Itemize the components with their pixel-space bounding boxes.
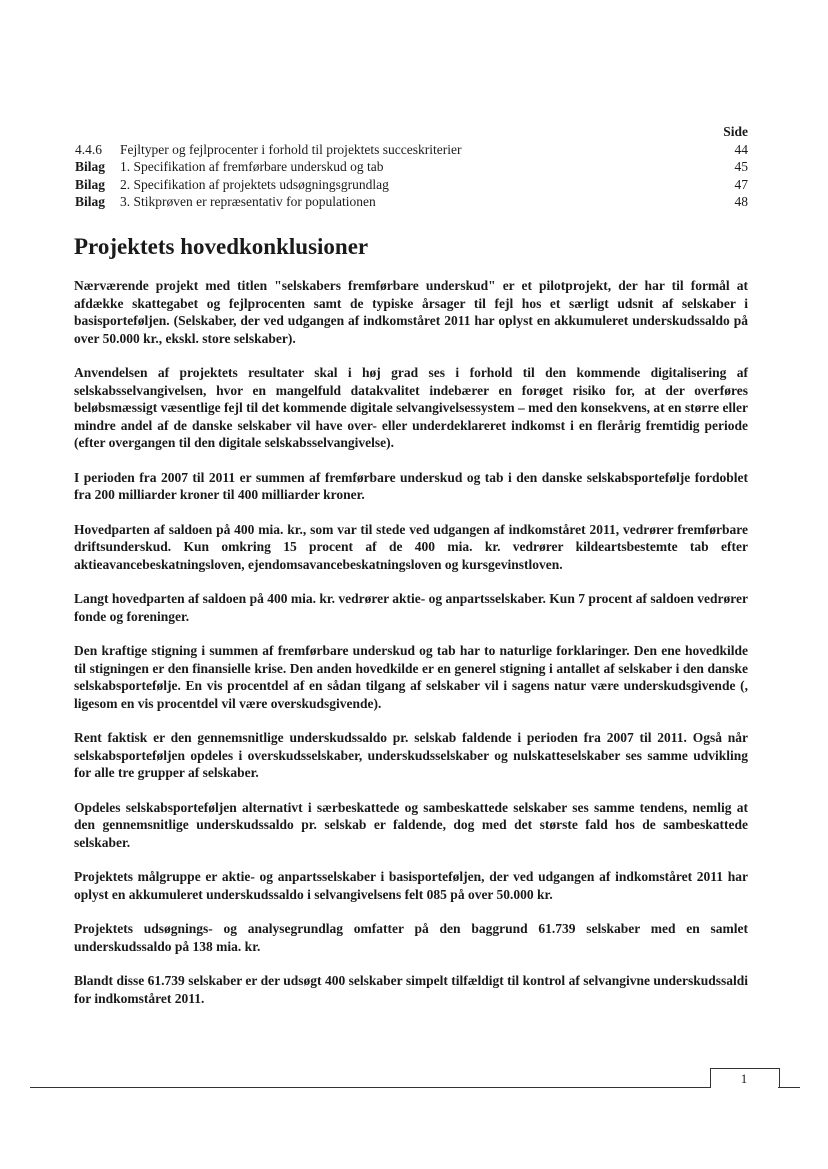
paragraph: Nærværende projekt med titlen "selskabers fremførbare underskud" er et pilotprojekt, der har til formål at afdække skattegabet og fejlprocenten samt de typiske årsager til fejl hos et særligt udsnit af selskaber i basisporteføljen. (Selskaber, der ved udgangen af indkomståret 2011 har oplyst en akkumuleret underskudssaldo på over 50.000 kr., ekskl. store selskaber). xyxy=(74,278,748,346)
paragraph: I perioden fra 2007 til 2011 er summen af fremførbare underskud og tab i den danske selskabsportefølje fordoblet fra 200 milliarder kroner til 400 milliarder kroner. xyxy=(74,469,748,502)
paragraph: Opdeles selskabsporteføljen alternativt i særbeskattede og sambeskattede selskaber ses samme tendens, nemlig at den gennemsnitlige underskudssaldo pr. selskab er faldende, dog med det største fald hos de sambeskattede selskaber. xyxy=(74,799,748,850)
paragraph: Blandt disse 61.739 selskaber er der udsøgt 400 selskaber simpelt tilfældigt til kontrol af selvangivne underskudssaldi for indkomståret 2011. xyxy=(74,973,748,1006)
toc-entry-title: 3. Stikprøven er repræsentativ for populationen xyxy=(120,194,376,209)
toc-entry-number: 4.4.6 xyxy=(75,141,102,157)
toc-entry[interactable] xyxy=(75,193,748,211)
paragraph: Rent faktisk er den gennemsnitlige underskudssaldo pr. selskab faldende i perioden fra 2007 til 2011. Også når selskabsporteføljen opdeles i overskudsselskaber, underskudsselskaber og nulskatteselskaber ses samme udvikling for alle tre grupper af selskaber. xyxy=(74,730,748,780)
paragraph: Projektets udsøgnings- og analysegrundlag omfatter på den baggrund 61.739 selskaber med en samlet underskudssaldo på 138 mia. kr. xyxy=(74,921,748,954)
paragraph: Den kraftige stigning i summen af fremførbare underskud og tab har to naturlige forklaringer. Den ene hovedkilde til stigningen er den finansielle krise. Den anden hovedkilde er en generel stigning i antallet af selskaber i den danske selskabsportefølje. En vis procentdel af en sådan tilgang af selskaber vil i sagens natur være underskudsgivende (, ligesom en vis procentdel vil være overskudsgivende). xyxy=(74,643,748,711)
toc-entry-title: 1. Specifikation af fremførbare underskud og tab xyxy=(120,159,384,174)
toc-page-column-header: Side xyxy=(723,124,748,139)
paragraph: Langt hovedparten af saldoen på 400 mia. kr. vedrører aktie- og anpartsselskaber. Kun 7 procent af saldoen vedrører fonde og foreninger. xyxy=(74,591,748,624)
toc-entry-page: 44 xyxy=(734,141,748,157)
footer-rule xyxy=(30,1087,710,1088)
toc-entry[interactable] xyxy=(75,141,748,159)
table-of-contents xyxy=(75,123,748,211)
toc-entry-number: Bilag xyxy=(75,176,106,192)
toc-entry-number: Bilag xyxy=(75,194,106,209)
paragraph: Anvendelsen af projektets resultater skal i høj grad ses i forhold til den kommende digitalisering af selskabsselvangivelsen, hvor en mangelfuld datakvalitet indebærer en forøget risiko for, at der overføres beløbsmæssigt væsentlige fejl til det kommende digitale selvangivelsessystem – med den konsekvens, at en større eller mindre andel af de danske selskaber vil have over- eller underdeklareret indkomst i en flerårig fremtidig periode (efter overgangen til den digitale selskabsselvangivelse). xyxy=(74,365,748,450)
toc-entry-title: 2. Specifikation af projektets udsøgningsgrundlag xyxy=(120,176,389,192)
toc-entry-title: Fejltyper og fejlprocenter i forhold til projektets succeskriterier xyxy=(120,141,462,157)
footer-rule-tail xyxy=(778,1087,800,1088)
toc-entry-page: 48 xyxy=(734,194,748,209)
page-number: 1 xyxy=(740,1071,748,1086)
toc-entry[interactable] xyxy=(75,158,748,176)
toc-entry-number: Bilag xyxy=(75,159,106,174)
body-text xyxy=(74,277,748,1024)
section-heading: Projektets hovedkonklusioner xyxy=(74,234,369,259)
toc-entry-page: 47 xyxy=(734,176,748,192)
paragraph: Projektets målgruppe er aktie- og anpartsselskaber i basisporteføljen, der ved udgangen af indkomståret 2011 har oplyst en akkumuleret underskudssaldo i selvangivelsens felt 085 på over 50.000 kr. xyxy=(74,869,748,902)
toc-entry[interactable] xyxy=(75,176,748,194)
paragraph: Hovedparten af saldoen på 400 mia. kr., som var til stede ved udgangen af indkomståret 2011, vedrører fremførbare driftsunderskud. Kun omkring 15 procent af de 400 mia. kr. vedrører kildeartsbestemte tab efter aktieavancebeskatningsloven, ejendomsavancebeskatningsloven og kursgevinstloven. xyxy=(74,521,748,572)
toc-entry-page: 45 xyxy=(734,159,748,174)
